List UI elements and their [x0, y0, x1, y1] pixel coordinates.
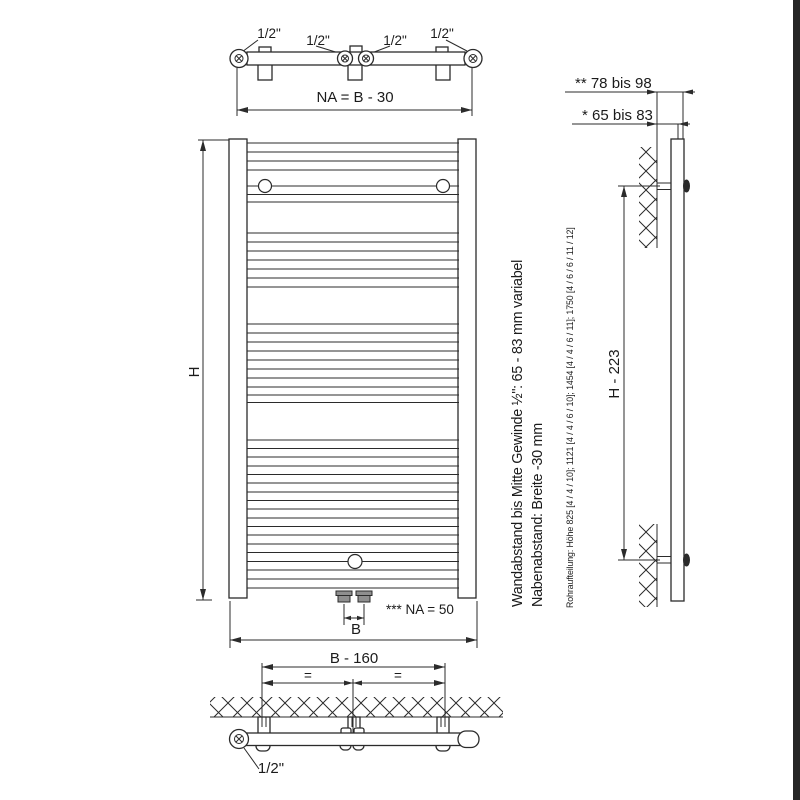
- dimension-arrow: [461, 107, 472, 113]
- equal-spacing-symbol: =: [394, 668, 402, 683]
- dimension-arrow: [434, 664, 445, 670]
- wall-distance-outer-label: ** 78 bis 98: [575, 75, 652, 92]
- dimension-arrow: [353, 681, 362, 686]
- bracket-width-label: B - 160: [329, 650, 379, 667]
- connection-size-label: 1/2": [306, 33, 330, 48]
- wall-distance-note: [510, 256, 546, 607]
- leader-line: [446, 40, 467, 51]
- dimension-arrow: [621, 186, 627, 197]
- dimension-arrow: [344, 616, 351, 620]
- connection-size-label: 1/2": [383, 33, 407, 48]
- left-rail: [229, 139, 247, 598]
- valve-spacing-label: *** NA = 50: [386, 602, 454, 617]
- tube-layout-note: Rohraufteilung: Höhe 825 [4 / 4 / 10]; 1121 [4 / 4 / 6 / 10]; 1454 [4 / 4 / 6 / 11]; 1750 [4 / 6 / 6 / 11 / 12]: [565, 227, 575, 608]
- height-label: H: [186, 366, 203, 378]
- wall-distance-inner-label: * 65 bis 83: [582, 107, 653, 124]
- right-rail: [458, 139, 476, 598]
- front-view: [186, 139, 477, 648]
- left-connection-fitting: [230, 50, 248, 68]
- dimension-arrow: [262, 664, 273, 670]
- dimension-arrow: [466, 637, 477, 643]
- top-view: [230, 26, 482, 116]
- leader-line: [242, 40, 258, 52]
- right-connection-fitting: [464, 50, 482, 68]
- equal-spacing-symbol: =: [304, 668, 312, 683]
- horizontal-tubes: [247, 143, 459, 588]
- side-view: [565, 75, 695, 607]
- page-edge: [793, 0, 800, 800]
- collector-tube: [247, 52, 465, 65]
- tube-end-top: [683, 180, 690, 193]
- radiator-profile: [671, 139, 684, 601]
- mounting-point: [437, 180, 450, 193]
- dimension-arrow: [262, 680, 273, 686]
- bracket-distance-label: H - 223: [606, 349, 623, 399]
- dimension-arrow: [200, 140, 206, 151]
- note-line: Wandabstand bis Mitte Gewinde ½": 65 - 83 mm variabel: [510, 259, 526, 607]
- bottom-view: [210, 650, 503, 777]
- notes: [510, 227, 575, 608]
- dimension-arrow: [230, 637, 241, 643]
- bottom-valve-right: [356, 591, 372, 602]
- dimension-arrow: [434, 680, 445, 686]
- tube-end-bottom: [683, 554, 690, 567]
- mounting-point: [348, 555, 362, 569]
- left-connection-fitting: [230, 730, 249, 749]
- note-line: Nabenabstand: Breite -30 mm: [530, 423, 546, 607]
- collector-tube: [245, 733, 463, 746]
- dimension-arrow: [237, 107, 248, 113]
- dimension-arrow: [344, 681, 353, 686]
- dimension-arrow: [621, 549, 627, 560]
- wall-hatching-bottom: [639, 524, 657, 607]
- hub-distance-label: NA = B - 30: [316, 89, 394, 106]
- width-label: B: [350, 621, 362, 638]
- dimension-arrow: [683, 90, 693, 95]
- leader-line: [244, 748, 259, 769]
- mounting-point: [259, 180, 272, 193]
- bottom-valve-left: [336, 591, 352, 602]
- connection-size-label: 1/2": [257, 760, 285, 777]
- connection-size-label: 1/2": [430, 26, 454, 41]
- wall-hatching-top: [639, 147, 657, 248]
- dimension-arrow: [357, 616, 364, 620]
- dimension-arrow: [200, 589, 206, 600]
- mounting-points: [259, 180, 450, 569]
- connection-size-label: 1/2": [257, 26, 281, 41]
- wall-hatching: [210, 697, 503, 717]
- end-cap: [458, 731, 479, 748]
